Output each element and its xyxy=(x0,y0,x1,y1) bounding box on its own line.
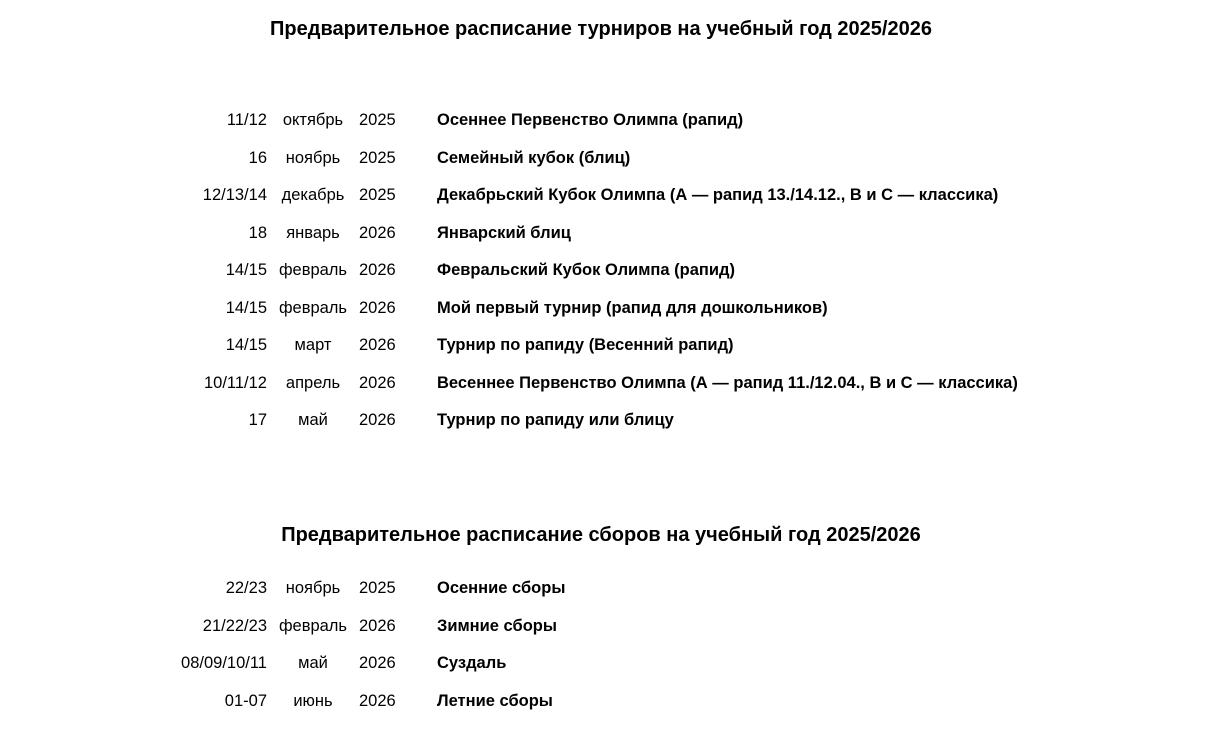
schedule-row xyxy=(0,402,1228,440)
row-days: 12/13/14 xyxy=(202,186,267,204)
row-event: Зимние сборы xyxy=(437,616,557,635)
row-year: 2026 xyxy=(359,298,396,317)
row-event: Турнир по рапиду или блицу xyxy=(437,411,674,429)
row-year: 2026 xyxy=(359,223,396,242)
row-year: 2025 xyxy=(359,148,396,167)
row-event: Семейный кубок (блиц) xyxy=(437,148,631,167)
schedule-row xyxy=(0,327,1228,365)
row-event: Летние сборы xyxy=(437,691,553,710)
row-days: 10/11/12 xyxy=(203,373,267,392)
row-days: 18 xyxy=(248,223,267,242)
row-year: 2026 xyxy=(359,261,396,279)
row-event: Декабрьский Кубок Олимпа (А — рапид 13./14.12., В и С — классика) xyxy=(437,186,999,204)
row-month: декабрь xyxy=(281,186,345,204)
row-year: 2025 xyxy=(359,111,396,129)
schedule-row xyxy=(0,140,1228,178)
schedule-row xyxy=(0,252,1228,290)
row-year: 2026 xyxy=(359,691,396,710)
row-year: 2026 xyxy=(359,654,396,672)
schedule-row xyxy=(0,365,1228,403)
row-days: 16 xyxy=(248,148,267,167)
schedule-row xyxy=(0,215,1228,253)
row-event: Январский блиц xyxy=(437,223,571,242)
row-days: 11/12 xyxy=(226,111,267,129)
row-year: 2025 xyxy=(359,579,396,597)
tournaments-schedule xyxy=(0,102,1228,440)
row-year: 2026 xyxy=(359,616,396,635)
row-month: ноябрь xyxy=(285,579,341,597)
row-days: 17 xyxy=(248,411,267,429)
row-month: февраль xyxy=(278,261,348,279)
row-event: Турнир по рапиду (Весенний рапид) xyxy=(437,336,734,354)
row-event: Осенние сборы xyxy=(437,579,566,597)
row-month: февраль xyxy=(278,298,348,317)
row-month: октябрь xyxy=(282,111,344,129)
row-days: 08/09/10/11 xyxy=(181,654,267,672)
tournaments-title: Предварительное расписание турниров на учебный год 2025/2026 xyxy=(270,18,932,40)
row-month: июнь xyxy=(293,691,333,710)
schedule-row xyxy=(0,177,1228,215)
row-event: Суздаль xyxy=(437,654,507,672)
row-month: май xyxy=(298,654,328,672)
camps-title: Предварительное расписание сборов на учебный год 2025/2026 xyxy=(281,524,921,546)
schedule-row xyxy=(0,290,1228,328)
row-month: февраль xyxy=(278,616,348,635)
schedule-row xyxy=(0,645,1228,683)
row-month: март xyxy=(294,336,332,354)
row-month: май xyxy=(298,411,328,429)
row-month: апрель xyxy=(285,373,341,392)
row-event: Февральский Кубок Олимпа (рапид) xyxy=(437,261,735,279)
row-days: 14/15 xyxy=(225,261,267,279)
schedule-row xyxy=(0,102,1228,140)
row-days: 21/22/23 xyxy=(202,616,267,635)
row-event: Осеннее Первенство Олимпа (рапид) xyxy=(437,111,744,129)
row-year: 2026 xyxy=(359,411,396,429)
row-month: январь xyxy=(286,223,340,242)
row-event: Мой первый турнир (рапид для дошкольников) xyxy=(437,298,828,317)
row-days: 14/15 xyxy=(225,298,267,317)
schedule-row xyxy=(0,683,1228,721)
row-days: 22/23 xyxy=(225,579,267,597)
row-days: 14/15 xyxy=(225,336,267,354)
row-year: 2026 xyxy=(359,336,396,354)
row-year: 2026 xyxy=(359,373,396,392)
camps-schedule xyxy=(0,570,1228,720)
row-year: 2025 xyxy=(359,186,396,204)
row-month: ноябрь xyxy=(285,148,341,167)
row-event: Весеннее Первенство Олимпа (А — рапид 11./12.04., В и С — классика) xyxy=(437,373,1018,392)
schedule-row xyxy=(0,570,1228,608)
schedule-row xyxy=(0,608,1228,646)
row-days: 01-07 xyxy=(224,691,267,710)
